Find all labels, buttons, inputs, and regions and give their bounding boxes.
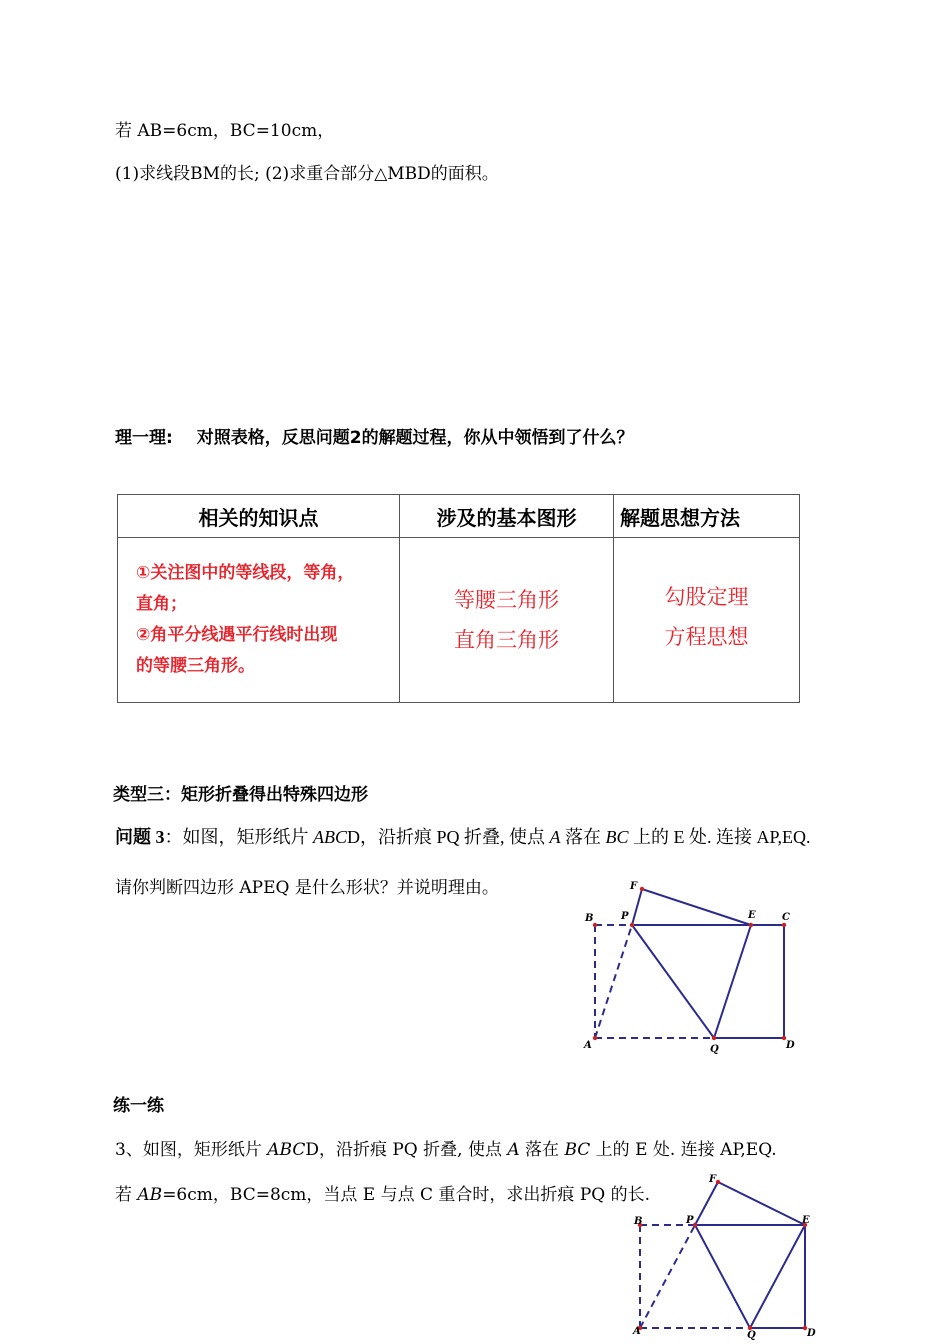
problem-condition-line: 若 AB=6cm，BC=10cm，	[115, 121, 335, 141]
practice-heading: 练一练	[113, 1096, 164, 1116]
reflect-text: 对照表格，反思问题2的解题过程，你从中领悟到了什么？	[196, 428, 634, 448]
cell-text: 等腰三角形	[454, 588, 559, 612]
point-c	[782, 923, 786, 927]
cell-text: 方程思想	[664, 625, 749, 649]
point-a	[593, 1036, 597, 1040]
edge-pq	[695, 1225, 750, 1328]
problem3-statement	[115, 823, 811, 849]
edge-pf	[632, 889, 642, 925]
point-b	[593, 923, 597, 927]
point-e	[749, 923, 753, 927]
header-basic-shapes: 涉及的基本图形	[400, 495, 614, 538]
label-q: Q	[747, 1330, 756, 1341]
text: 落在	[519, 1140, 565, 1160]
text: A	[549, 827, 561, 847]
cell-knowledge-points	[118, 538, 400, 703]
text: D，沿折痕 PQ 折叠, 使点	[347, 827, 550, 847]
cell-methods	[614, 538, 800, 703]
problem3-label: 问题 3	[115, 827, 165, 847]
label-d: D	[807, 1328, 816, 1339]
point-f	[716, 1180, 720, 1184]
point-f	[640, 887, 644, 891]
label-e: E	[748, 910, 756, 921]
text: ABC	[313, 827, 347, 847]
type3-heading: 类型三：矩形折叠得出特殊四边形	[113, 785, 368, 805]
label-p: P	[621, 911, 629, 922]
edge-fe	[718, 1182, 805, 1225]
edge-pf	[695, 1182, 718, 1225]
text: ：如图，矩形纸片	[164, 827, 313, 847]
text: D，沿折痕 PQ 折叠, 使点	[305, 1140, 508, 1160]
point-q	[712, 1036, 716, 1040]
cell-text: 的等腰三角形。	[136, 656, 255, 676]
text: 落在	[560, 827, 606, 847]
text: 若	[115, 1185, 138, 1205]
text: BC	[564, 1140, 591, 1160]
text: 3、如图，矩形纸片	[115, 1140, 268, 1160]
figure2-points	[638, 1180, 807, 1330]
table-header-row	[118, 495, 800, 538]
label-a: A	[584, 1040, 592, 1051]
text: A	[507, 1140, 520, 1160]
knowledge-table	[117, 494, 800, 703]
text: BC	[605, 827, 629, 847]
text: 上的 E 处. 连接 AP,EQ.	[628, 827, 811, 847]
label-f: F	[709, 1174, 717, 1185]
problem3-question: 请你判断四边形 APEQ 是什么形状？并说明理由。	[115, 878, 499, 898]
text: =6cm，BC=8cm，当点 E 与点 C 重合时，求出折痕 PQ 的长.	[162, 1185, 651, 1205]
figure-fold-rectangle-1	[580, 878, 810, 1058]
practice-problem-line2	[115, 1180, 650, 1205]
label-e: E	[802, 1215, 810, 1226]
cell-text: ②角平分线遇平行线时出现	[136, 625, 338, 645]
header-methods: 解题思想方法	[614, 495, 800, 538]
edge-ap-dashed	[640, 1225, 695, 1328]
edge-eq	[714, 925, 751, 1038]
figure-fold-rectangle-2	[625, 1168, 830, 1344]
header-knowledge-points: 相关的知识点	[118, 495, 400, 538]
label-a: A	[633, 1326, 641, 1337]
edge-fe	[642, 889, 751, 925]
edge-ap-dashed	[595, 925, 632, 1038]
label-b: B	[585, 913, 594, 924]
point-p	[630, 923, 634, 927]
label-d: D	[786, 1040, 795, 1051]
cell-text: 勾股定理	[664, 585, 749, 609]
label-f: F	[630, 881, 638, 892]
cell-text: 直角；	[136, 594, 187, 614]
text: AB	[137, 1185, 163, 1205]
edge-eq	[750, 1225, 805, 1328]
label-b: B	[634, 1216, 643, 1227]
edge-pq	[632, 925, 714, 1038]
practice-problem-line1	[115, 1135, 777, 1160]
text: ABC	[267, 1140, 306, 1160]
label-p: P	[686, 1215, 694, 1226]
reflect-label: 理一理:	[115, 428, 173, 448]
text: 上的 E 处. 连接 AP,EQ.	[590, 1140, 777, 1160]
problem-questions-line: (1)求线段BM的长; (2)求重合部分△MBD的面积。	[115, 164, 499, 184]
figure1-points	[593, 887, 786, 1040]
table-row	[118, 538, 800, 703]
cell-basic-shapes	[400, 538, 614, 703]
cell-text: 直角三角形	[454, 628, 559, 652]
reflect-section	[115, 423, 634, 448]
cell-text: ①关注图中的等线段，等角，	[136, 563, 355, 583]
label-c: C	[782, 912, 790, 923]
label-q: Q	[710, 1044, 719, 1055]
